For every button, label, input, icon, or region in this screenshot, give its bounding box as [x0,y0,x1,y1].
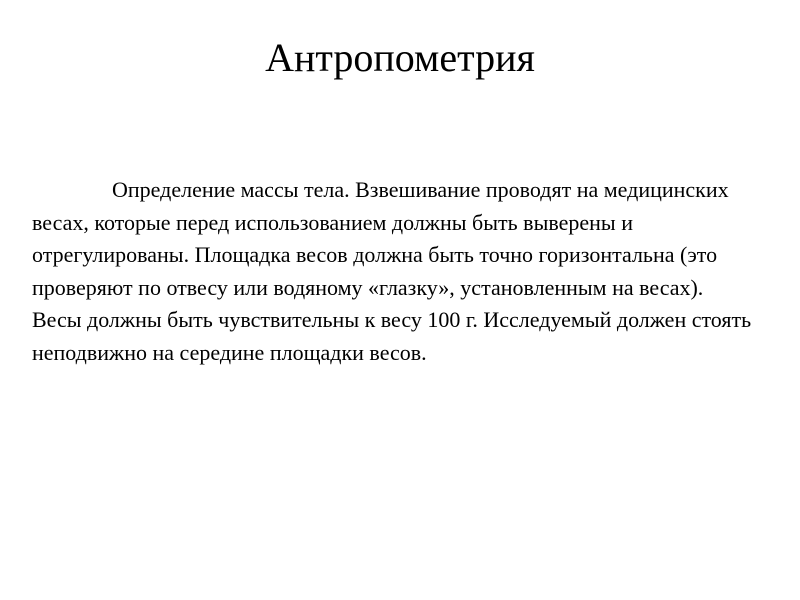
slide-body [32,174,752,369]
slide-title: Антропометрия [265,35,535,80]
body-paragraph: Определение массы тела. Взвешивание проводят на медицинских весах, которые перед использованием должны быть выверены и отрегулированы. Площадка весов должна быть точно горизонтальна (это проверяют по отвесу или водяному «глазку», установленным на весах). Весы должны быть чувствительны к весу 100 г. Исследуемый должен стоять неподвижно на середине площадки весов. [32,177,752,365]
